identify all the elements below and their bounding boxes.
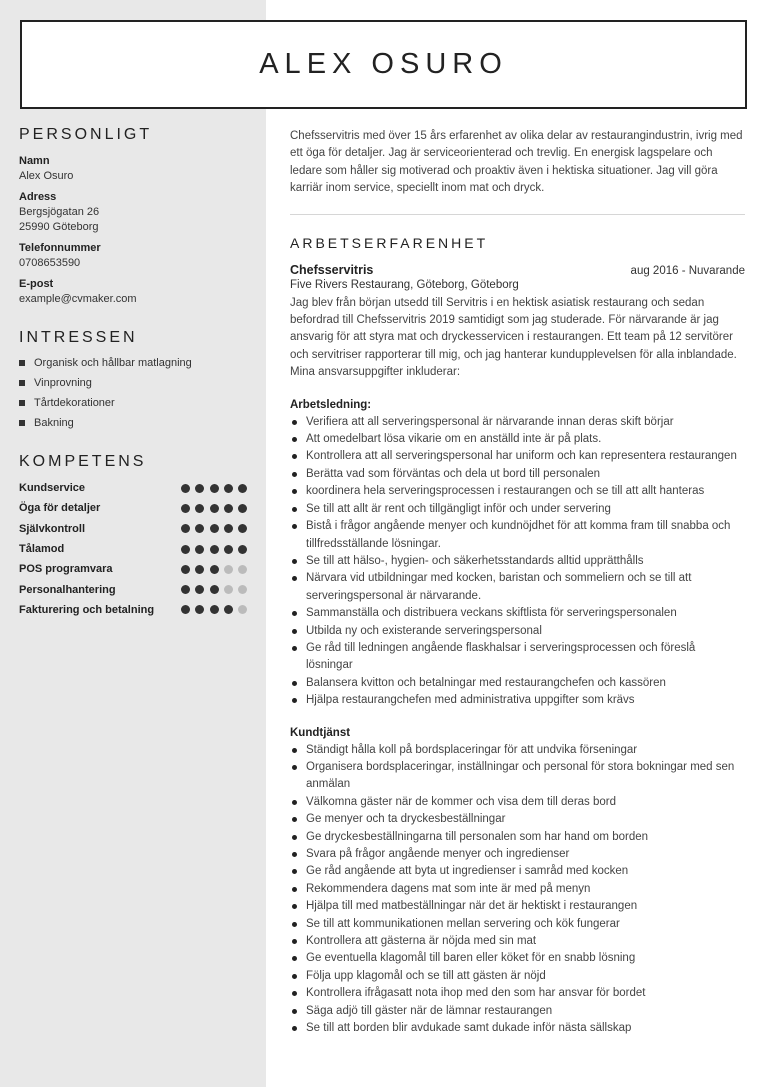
bullet-item: Kontrollera att all serveringspersonal har uniform och kan representera restaurangen (290, 448, 745, 465)
filled-dot-icon (181, 585, 190, 594)
profile-summary: Chefsservitris med över 15 års erfarenhet av olika delar av restaurangindustrin, ivrig med ett öga för detaljer. Jag är serviceorienterad och trevlig. En energisk lagspelare och ledare som håller sig motiverad och proaktiv även i hektiska situationer. Jag vill göra karriär inom service, speciellt inom mat och dryck. (290, 130, 743, 195)
personal-section (19, 126, 247, 307)
empty-dot-icon (224, 585, 233, 594)
job-sections (290, 397, 745, 1038)
filled-dot-icon (195, 484, 204, 493)
filled-dot-icon (195, 524, 204, 533)
job-employer: Five Rivers Restaurang, Göteborg, Göteborg (290, 278, 519, 291)
skill-rating (181, 504, 247, 513)
job-title: Chefsservitris (290, 262, 374, 277)
name-label: Namn (19, 155, 50, 167)
bullet-item: Se till att kommunikationen mellan servering och kök fungerar (290, 916, 745, 933)
skill-row (19, 498, 247, 518)
skill-row (19, 559, 247, 579)
bullet-item: koordinera hela serveringsprocessen i restaurangen och se till att allt hanteras (290, 483, 745, 500)
bullet-item: Att omedelbart lösa vikarie om en anställd inte är på plats. (290, 431, 745, 448)
bullet-item: Se till att allt är rent och tillgängligt inför och under servering (290, 501, 745, 518)
filled-dot-icon (224, 545, 233, 554)
filled-dot-icon (224, 484, 233, 493)
bullet-item: Säga adjö till gäster när de lämnar restaurangen (290, 1003, 745, 1020)
bullet-item: Bistå i frågor angående menyer och kundnöjdhet för att komma fram till snabba och tillfredsställande lösningar. (290, 518, 745, 553)
name-value: Alex Osuro (19, 170, 74, 182)
bullet-item: Närvara vid utbildningar med kocken, baristan och sommeliern och se till att serveringspersonal är närvarande. (290, 570, 745, 605)
skill-name: POS programvara (19, 563, 113, 576)
bullet-item: Se till att hälso-, hygien- och säkerhetsstandards alltid upprätthålls (290, 553, 745, 570)
personal-heading: PERSONLIGT (19, 126, 153, 143)
skills-section (19, 453, 247, 620)
filled-dot-icon (224, 605, 233, 614)
full-name: ALEX OSURO (259, 48, 508, 80)
square-bullet-icon (19, 380, 25, 386)
job-description: Jag blev från början utsedd till Servitris i en hektisk asiatisk restaurang och sedan befordrad till Chefsservitris 2019 samtidigt som jag studerade. För närvarande är jag ansvarig för att styra mat och dryckesservicen i restaurangen. Ett team på 12 servitörer och servitriser rapporterar till mig, och jag hanterar kundupplevelsen för alla inblandade. Mina ansvarsuppgifter inkluderar: (290, 296, 737, 379)
skill-name: Tålamod (19, 543, 65, 556)
bullet-item: Organisera bordsplaceringar, inställningar och personal för stora bokningar med sen anmälan (290, 759, 745, 794)
bullet-item: Ge menyer och ta dryckesbeställningar (290, 811, 745, 828)
filled-dot-icon (238, 524, 247, 533)
square-bullet-icon (19, 420, 25, 426)
filled-dot-icon (210, 565, 219, 574)
skill-row (19, 478, 247, 498)
bullet-item: Berätta vad som förväntas och dela ut bord till personalen (290, 466, 745, 483)
skill-rating (181, 565, 247, 574)
bullet-item: Hjälpa till med matbeställningar när det är hektiskt i restaurangen (290, 898, 745, 915)
filled-dot-icon (181, 565, 190, 574)
bullet-list (290, 414, 745, 710)
job-entry (290, 263, 745, 1038)
skill-name: Kundservice (19, 482, 86, 495)
bullet-item: Ge råd till ledningen angående flaskhalsar i serveringsprocessen och föreslå lösningar (290, 640, 745, 675)
filled-dot-icon (210, 545, 219, 554)
empty-dot-icon (238, 605, 247, 614)
skill-name: Personalhantering (19, 583, 116, 596)
filled-dot-icon (210, 605, 219, 614)
skills-heading: KOMPETENS (19, 453, 147, 470)
bullet-item: Följa upp klagomål och se till att gästen är nöjd (290, 968, 745, 985)
filled-dot-icon (195, 545, 204, 554)
bullet-item: Utbilda ny och existerande serveringspersonal (290, 623, 745, 640)
bullet-item: Ge råd angående att byta ut ingredienser i samråd med kocken (290, 863, 745, 880)
bullet-item: Verifiera att all serveringspersonal är närvarande innan deras skift börjar (290, 414, 745, 431)
bullet-item: Rekommendera dagens mat som inte är med på menyn (290, 881, 745, 898)
skill-row (19, 600, 247, 620)
main-content (290, 128, 745, 1037)
filled-dot-icon (210, 484, 219, 493)
interest-item: Vinprovning (19, 373, 247, 393)
skill-name: Fakturering och betalning (19, 603, 155, 616)
bullet-item: Sammanställa och distribuera veckans skiftlista för serveringspersonalen (290, 605, 745, 622)
interest-item: Organisk och hållbar matlagning (19, 353, 247, 373)
skill-rating (181, 605, 247, 614)
filled-dot-icon (195, 504, 204, 513)
filled-dot-icon (210, 504, 219, 513)
interests-heading: INTRESSEN (19, 329, 138, 346)
job-dates: aug 2016 - Nuvarande (630, 264, 745, 277)
job-subsection-title: Kundtjänst (290, 726, 351, 739)
phone-value: 0708653590 (19, 257, 81, 269)
interest-item: Tårtdekorationer (19, 393, 247, 413)
filled-dot-icon (181, 504, 190, 513)
filled-dot-icon (181, 545, 190, 554)
sidebar-content (19, 126, 247, 620)
filled-dot-icon (181, 484, 190, 493)
skills-list (19, 478, 247, 620)
interests-list (19, 353, 247, 433)
skill-rating (181, 484, 247, 493)
filled-dot-icon (224, 504, 233, 513)
address-label: Adress (19, 191, 57, 203)
section-divider (290, 214, 745, 215)
name-header (20, 20, 747, 109)
skill-name: Öga för detaljer (19, 502, 101, 515)
filled-dot-icon (224, 524, 233, 533)
interests-section (19, 329, 247, 433)
empty-dot-icon (238, 565, 247, 574)
bullet-list (290, 742, 745, 1038)
filled-dot-icon (195, 565, 204, 574)
skill-name: Självkontroll (19, 522, 86, 535)
address-value (19, 205, 247, 235)
bullet-item: Ständigt hålla koll på bordsplaceringar för att undvika förseningar (290, 742, 745, 759)
interest-item: Bakning (19, 413, 247, 433)
filled-dot-icon (238, 504, 247, 513)
job-subsection-title: Arbetsledning: (290, 398, 372, 411)
bullet-item: Svara på frågor angående menyer och ingredienser (290, 846, 745, 863)
phone-label: Telefonnummer (19, 242, 101, 254)
filled-dot-icon (238, 545, 247, 554)
email-value: example@cvmaker.com (19, 293, 137, 305)
skill-row (19, 579, 247, 599)
bullet-item: Kontrollera ifrågasatt nota ihop med den som har ansvar för bordet (290, 985, 745, 1002)
filled-dot-icon (195, 605, 204, 614)
bullet-item: Hjälpa restaurangchefen med administrativa uppgifter som krävs (290, 692, 745, 709)
empty-dot-icon (238, 585, 247, 594)
filled-dot-icon (195, 585, 204, 594)
bullet-item: Balansera kvitton och betalningar med restaurangchefen och kassören (290, 675, 745, 692)
bullet-item: Välkomna gäster när de kommer och visa dem till deras bord (290, 794, 745, 811)
filled-dot-icon (210, 585, 219, 594)
square-bullet-icon (19, 400, 25, 406)
filled-dot-icon (181, 524, 190, 533)
address-street: Bergsjögatan 26 (19, 206, 100, 218)
filled-dot-icon (181, 605, 190, 614)
filled-dot-icon (210, 524, 219, 533)
bullet-item: Ge eventuella klagomål till baren eller köket för en snabb lösning (290, 950, 745, 967)
skill-rating (181, 524, 247, 533)
bullet-item: Ge dryckesbeställningarna till personalen som har hand om borden (290, 829, 745, 846)
job-header (290, 263, 745, 277)
filled-dot-icon (238, 484, 247, 493)
skill-row (19, 539, 247, 559)
skill-rating (181, 585, 247, 594)
bullet-item: Se till att borden blir avdukade samt dukade inför nästa sällskap (290, 1020, 745, 1037)
empty-dot-icon (224, 565, 233, 574)
address-city: 25990 Göteborg (19, 221, 99, 233)
skill-row (19, 519, 247, 539)
experience-heading: ARBETSERFARENHET (290, 234, 489, 251)
skill-rating (181, 545, 247, 554)
square-bullet-icon (19, 360, 25, 366)
bullet-item: Kontrollera att gästerna är nöjda med sin mat (290, 933, 745, 950)
email-label: E-post (19, 278, 54, 290)
